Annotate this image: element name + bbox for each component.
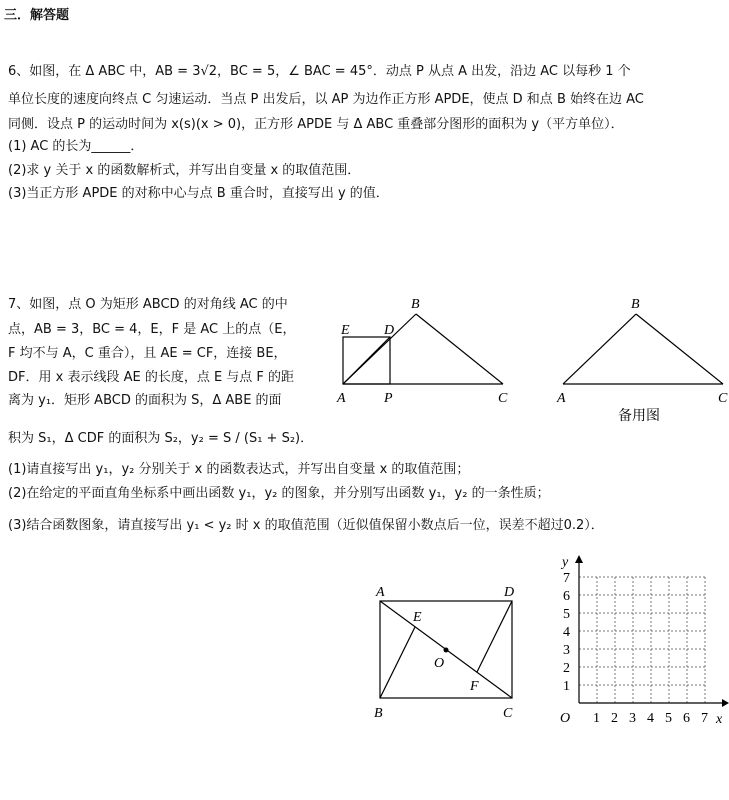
y-tick-label: 7 (563, 571, 570, 586)
q6-part-2: (2)求 y 关于 x 的函数解析式，并写出自变量 x 的取值范围． (8, 163, 361, 178)
fig1-label-d: D (384, 323, 395, 338)
y-tick-label: 3 (563, 643, 570, 658)
midpoint-o-dot (444, 648, 449, 653)
fig1-label-c: C (498, 391, 508, 406)
y-tick-label: 4 (563, 625, 570, 640)
grid-x-label: x (716, 712, 723, 727)
q7-line-2: 点，AB = 3，BC = 4，E，F 是 AC 上的点（E， (8, 322, 296, 337)
fig1-label-p: P (384, 391, 393, 406)
q6-line-3: 同侧．设点 P 的运动时间为 x(s)(x > 0)，正方形 APDE 与 Δ ABC 重叠部分图形的面积为 y（平方单位）． (8, 117, 624, 132)
x-tick-label: 3 (629, 711, 636, 726)
grid-y-label: y (562, 555, 569, 570)
figure-triangle-square (330, 290, 520, 410)
x-tick-label: 6 (683, 711, 690, 726)
q6-part-3: (3)当正方形 APDE 的对称中心与点 B 重合时，直接写出 y 的值． (8, 186, 389, 201)
fig1-label-b: B (411, 297, 420, 312)
x-tick-label: 5 (665, 711, 672, 726)
fig2-caption: 备用图 (618, 408, 660, 424)
rect-label-a: A (376, 585, 385, 600)
fig1-label-a: A (337, 391, 346, 406)
q7-line-6: 积为 S₁，Δ CDF 的面积为 S₂，y₂ = S / (S₁ + S₂)． (8, 431, 314, 446)
x-tick-label: 4 (647, 711, 654, 726)
grid-lines (579, 577, 705, 703)
rect-label-f: F (470, 679, 479, 694)
x-tick-labels (593, 711, 708, 726)
q6-line-2: 单位长度的速度向终点 C 匀速运动．当点 P 出发后，以 AP 为边作正方形 APDE，使点 D 和点 B 始终在边 AC (8, 92, 644, 107)
fig2-label-a: A (557, 391, 566, 406)
fig2-label-c: C (718, 391, 728, 406)
y-tick-label: 2 (563, 661, 570, 676)
fig2-label-b: B (631, 297, 640, 312)
q7-part-2: (2)在给定的平面直角坐标系中画出函数 y₁，y₂ 的图象，并分别写出函数 y₁，y₂ 的一条性质； (8, 486, 550, 501)
rect-label-e: E (413, 610, 422, 625)
q7-line-1: 7、如图，点 O 为矩形 ABCD 的对角线 AC 的中 (8, 297, 288, 312)
grid-origin-label: O (560, 711, 571, 726)
q7-line-4: DF．用 x 表示线段 AE 的长度，点 E 与点 F 的距 (8, 370, 295, 385)
y-tick-label: 1 (563, 679, 570, 694)
figure-backup-triangle (550, 290, 729, 430)
x-tick-label: 7 (701, 711, 708, 726)
figure-rectangle-abcd (370, 580, 530, 725)
y-axis-arrow (575, 555, 583, 563)
x-tick-label: 2 (611, 711, 618, 726)
y-tick-label: 6 (563, 589, 570, 604)
x-tick-label: 1 (593, 711, 600, 726)
q7-part-1: (1)请直接写出 y₁，y₂ 分别关于 x 的函数表达式，并写出自变量 x 的取值范围； (8, 462, 470, 477)
coordinate-grid (552, 550, 729, 730)
fig1-label-e: E (341, 323, 350, 338)
q7-line-3: F 均不与 A，C 重合），且 AE = CF，连接 BE， (8, 346, 287, 361)
q7-line-5: 离为 y₁．矩形 ABCD 的面积为 S，Δ ABE 的面 (8, 393, 282, 408)
rect-label-c: C (503, 706, 513, 721)
rect-label-o: O (434, 656, 445, 671)
y-tick-label: 5 (563, 607, 570, 622)
x-axis-arrow (722, 699, 729, 707)
rect-label-b: B (374, 706, 383, 721)
q6-part-1: (1) AC 的长为______． (8, 139, 144, 154)
section-title: 三．解答题 (4, 8, 70, 23)
q6-line-1: 6、如图，在 Δ ABC 中，AB = 3√2，BC = 5，∠ BAC = 45°．动点 P 从点 A 出发，沿边 AC 以每秒 1 个 (8, 64, 631, 79)
y-tick-labels (563, 571, 570, 694)
q7-part-3: (3)结合函数图象，请直接写出 y₁ < y₂ 时 x 的取值范围（近似值保留小数点后一位，误差不超过0.2）． (8, 518, 604, 533)
rect-label-d: D (504, 585, 515, 600)
